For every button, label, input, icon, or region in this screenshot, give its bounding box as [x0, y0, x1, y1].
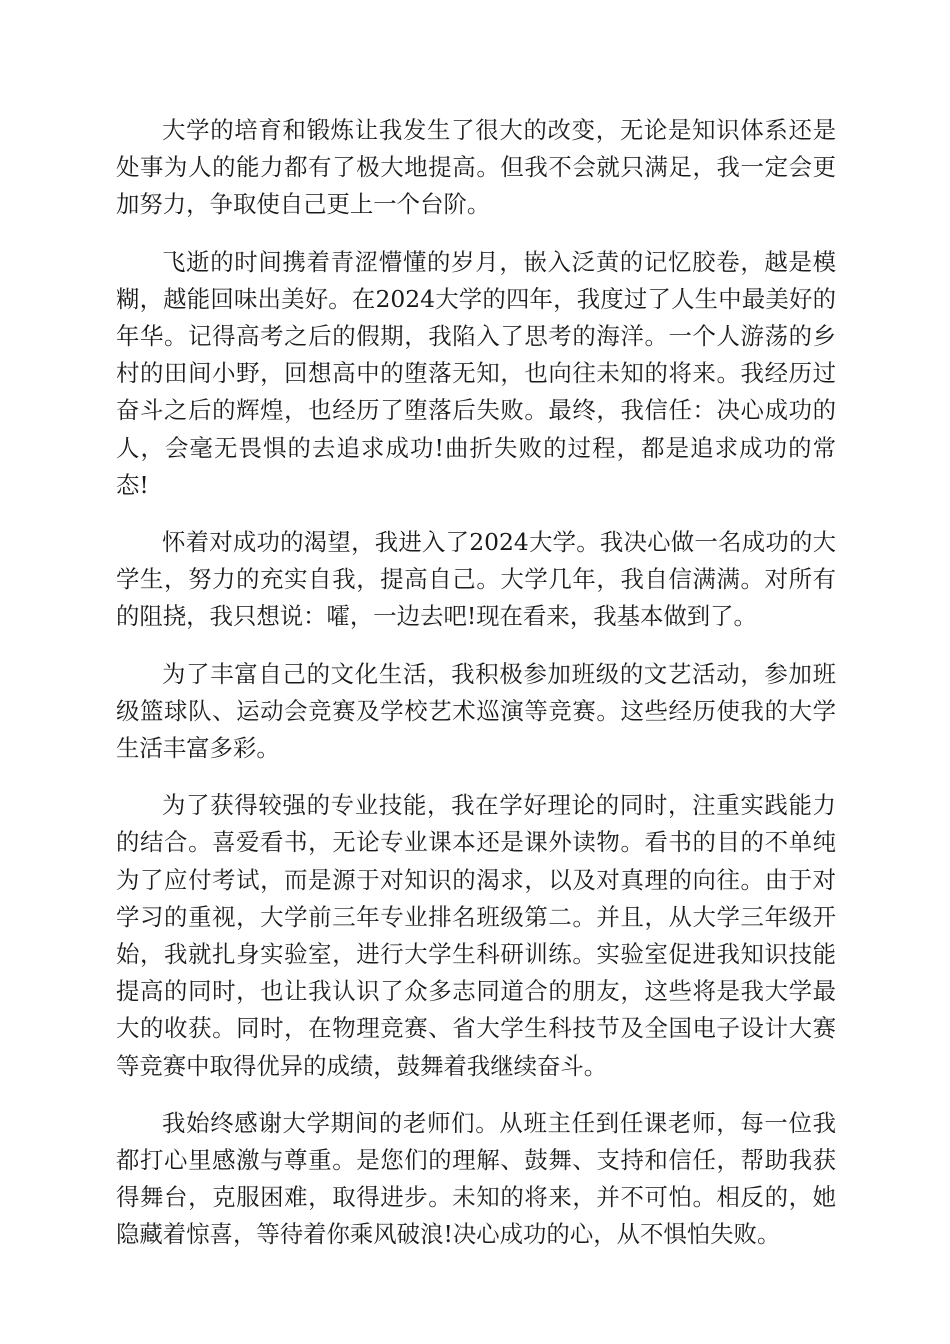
paragraph-6: 我始终感谢大学期间的老师们。从班主任到任课老师，每一位我都打心里感激与尊重。是您们的理解、鼓舞、支持和信任，帮助我获得舞台，克服困难，取得进步。未知的将来，并不可怕。相反的，她隐藏着惊喜，等待着你乘风破浪!决心成功的心，从不惧怕失败。 [116, 1108, 836, 1249]
paragraph-3: 怀着对成功的渴望，我进入了2024大学。我决心做一名成功的大学生，努力的充实自我，提高自己。大学几年，我自信满满。对所有的阻挠，我只想说：嚯，一边去吧!现在看来，我基本做到了。 [116, 528, 836, 631]
paragraph-1: 大学的培育和锻炼让我发生了很大的改变，无论是知识体系还是处事为人的能力都有了极大地提高。但我不会就只满足，我一定会更加努力，争取使自己更上一个台阶。 [116, 116, 836, 219]
paragraph-5: 为了获得较强的专业技能，我在学好理论的同时，注重实践能力的结合。喜爱看书，无论专业课本还是课外读物。看书的目的不单纯为了应付考试，而是源于对知识的渴求，以及对真理的向往。由于对学习的重视，大学前三年专业排名班级第二。并且，从大学三年级开始，我就扎身实验室，进行大学生科研训练。实验室促进我知识技能提高的同时，也让我认识了众多志同道合的朋友，这些将是我大学最大的收获。同时，在物理竞赛、省大学生科技节及全国电子设计大赛等竞赛中取得优异的成绩，鼓舞着我继续奋斗。 [116, 791, 836, 1080]
paragraph-2: 飞逝的时间携着青涩懵懂的岁月，嵌入泛黄的记忆胶卷，越是模糊，越能回味出美好。在2024大学的四年，我度过了人生中最美好的年华。记得高考之后的假期，我陷入了思考的海洋。一个人游荡的乡村的田间小野，回想高中的堕落无知，也向往未知的将来。我经历过奋斗之后的辉煌，也经历了堕落后失败。最终，我信任：决心成功的人，会毫无畏惧的去追求成功!曲折失败的过程，都是追求成功的常态! [116, 247, 836, 499]
document-body [116, 112, 836, 1274]
paragraph-4: 为了丰富自己的文化生活，我积极参加班级的文艺活动，参加班级篮球队、运动会竞赛及学校艺术巡演等竞赛。这些经历使我的大学生活丰富多彩。 [116, 659, 836, 763]
